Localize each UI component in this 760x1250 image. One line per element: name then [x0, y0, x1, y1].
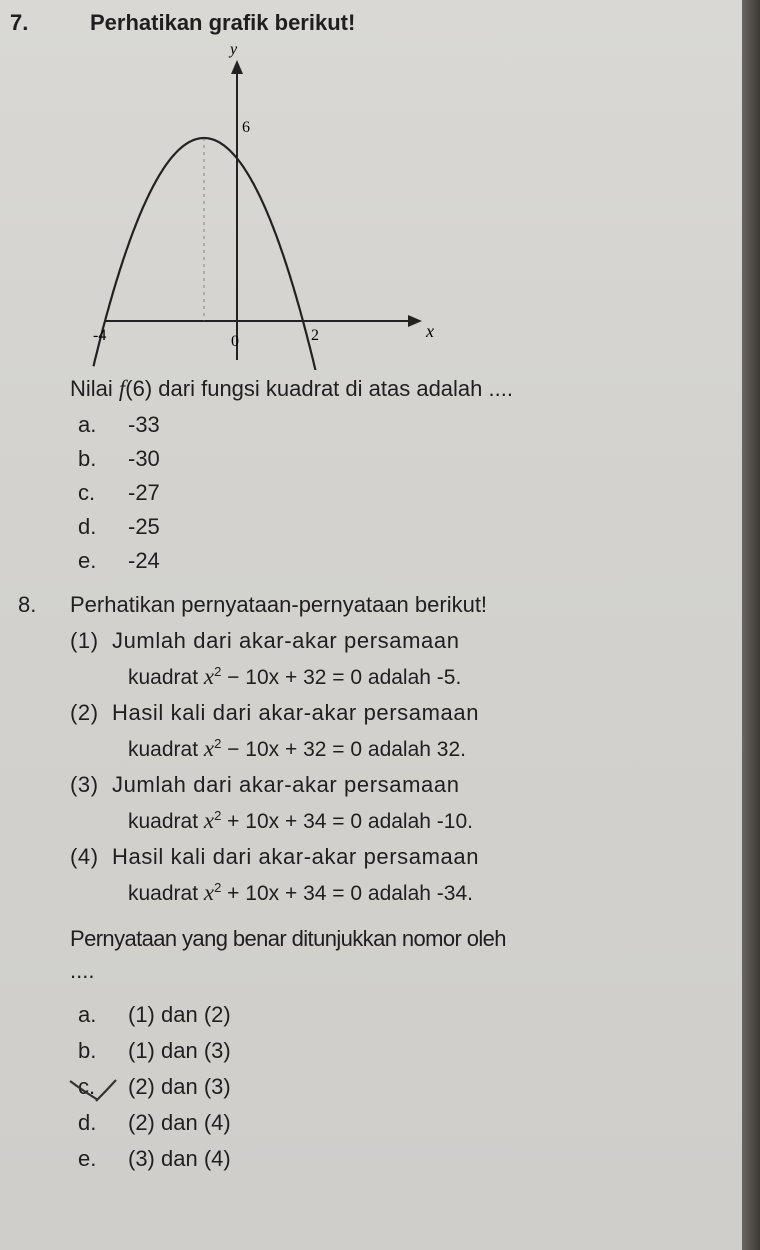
option-text: -27	[128, 480, 160, 505]
statement-text: Jumlah dari akar-akar persamaan	[112, 772, 460, 797]
q8-instruction: Perhatikan pernyataan-pernyataan berikut!	[70, 592, 488, 617]
statement-number: (2)	[70, 700, 99, 725]
tick-label-x-0: 0	[231, 333, 239, 350]
tick-label-x-neg4: -4	[93, 327, 107, 344]
statement-tail: adalah -34.	[367, 882, 473, 905]
statement-word: kuadrat	[128, 882, 199, 905]
statement-equation: − 10x + 32 = 0	[221, 666, 363, 689]
q8-statement-1	[70, 628, 460, 654]
statement-tail: adalah -10.	[367, 810, 473, 833]
statement-tail: adalah 32.	[367, 738, 466, 761]
option-text: (3) dan (4)	[128, 1146, 231, 1171]
option-letter: b.	[78, 1038, 97, 1063]
q8-statement-4	[70, 844, 479, 870]
option-text: (1) dan (2)	[128, 1002, 231, 1027]
tick-label-x-2: 2	[311, 327, 319, 344]
statement-text: Hasil kali dari akar-akar persamaan	[112, 844, 480, 869]
option-text: -33	[128, 412, 160, 437]
option-letter: a.	[78, 412, 97, 437]
q7-option-d[interactable]	[78, 514, 160, 540]
option-letter: c.	[78, 1074, 96, 1099]
page-edge	[742, 0, 760, 1250]
parabola-curve	[94, 138, 332, 370]
q8-option-d[interactable]	[78, 1110, 231, 1136]
tick-label-y-6: 6	[242, 119, 250, 136]
q7-question-fn: f	[118, 376, 126, 401]
option-text: (1) dan (3)	[128, 1038, 231, 1063]
q8-ellipsis: ....	[70, 958, 95, 983]
q8-option-b[interactable]	[78, 1038, 231, 1064]
statement-number: (3)	[70, 772, 99, 797]
q8-statement-3-eq: kuadrat $x^2 + 10x + 34 = 0$ adalah -10.	[128, 808, 473, 833]
q8-statement-2	[70, 700, 479, 726]
parabola-graph	[60, 40, 450, 370]
option-text: (2) dan (4)	[128, 1110, 231, 1135]
q7-question-rest: (6) dari fungsi kuadrat di atas adalah ....	[125, 376, 513, 401]
statement-tail: adalah -5.	[367, 666, 462, 689]
q8-option-a[interactable]	[78, 1002, 231, 1028]
option-letter: c.	[78, 480, 96, 505]
y-axis-arrow	[231, 60, 243, 74]
statement-word: kuadrat	[128, 666, 199, 689]
statement-text: Jumlah dari akar-akar persamaan	[112, 628, 460, 653]
q7-option-a[interactable]	[78, 412, 160, 438]
q8-statement-2-eq: kuadrat $x^2 - 10x + 32 = 0$ adalah 32.	[128, 736, 466, 761]
option-letter: b.	[78, 446, 97, 471]
option-text: -24	[128, 548, 160, 573]
option-letter: a.	[78, 1002, 97, 1027]
option-text: -30	[128, 446, 160, 471]
option-text: (2) dan (3)	[128, 1074, 231, 1099]
q7-option-b[interactable]	[78, 446, 160, 472]
x-axis-arrow	[408, 315, 422, 327]
q7-option-e[interactable]	[78, 548, 160, 574]
option-letter: e.	[78, 548, 97, 573]
statement-word: kuadrat	[128, 738, 199, 761]
statement-number: (1)	[70, 628, 99, 653]
statement-text: Hasil kali dari akar-akar persamaan	[112, 700, 480, 725]
q8-option-e[interactable]	[78, 1146, 231, 1172]
q7-option-c[interactable]	[78, 480, 160, 506]
option-letter: e.	[78, 1146, 97, 1171]
q7-question	[70, 376, 513, 402]
q7-number: 7.	[10, 10, 29, 35]
statement-word: kuadrat	[128, 810, 199, 833]
x-axis-label: x	[426, 321, 434, 341]
option-text: -25	[128, 514, 160, 539]
option-letter: d.	[78, 1110, 97, 1135]
answer-cross-mark	[68, 1077, 118, 1103]
q8-number: 8.	[18, 592, 37, 617]
q7-question-prefix: Nilai	[70, 376, 119, 401]
q8-prompt: Pernyataan yang benar ditunjukkan nomor oleh	[70, 926, 506, 951]
statement-equation: − 10x + 32 = 0	[221, 738, 363, 761]
statement-equation: + 10x + 34 = 0	[221, 882, 363, 905]
q7-instruction: Perhatikan grafik berikut!	[90, 10, 356, 35]
statement-number: (4)	[70, 844, 99, 869]
q8-statement-3	[70, 772, 460, 798]
q8-statement-1-eq: kuadrat $x^2 - 10x + 32 = 0$ adalah -5.	[128, 664, 462, 689]
y-axis-label: y	[230, 41, 238, 58]
option-letter: d.	[78, 514, 97, 539]
q8-statement-4-eq: kuadrat $x^2 + 10x + 34 = 0$ adalah -34.	[128, 880, 473, 905]
statement-equation: + 10x + 34 = 0	[221, 810, 363, 833]
